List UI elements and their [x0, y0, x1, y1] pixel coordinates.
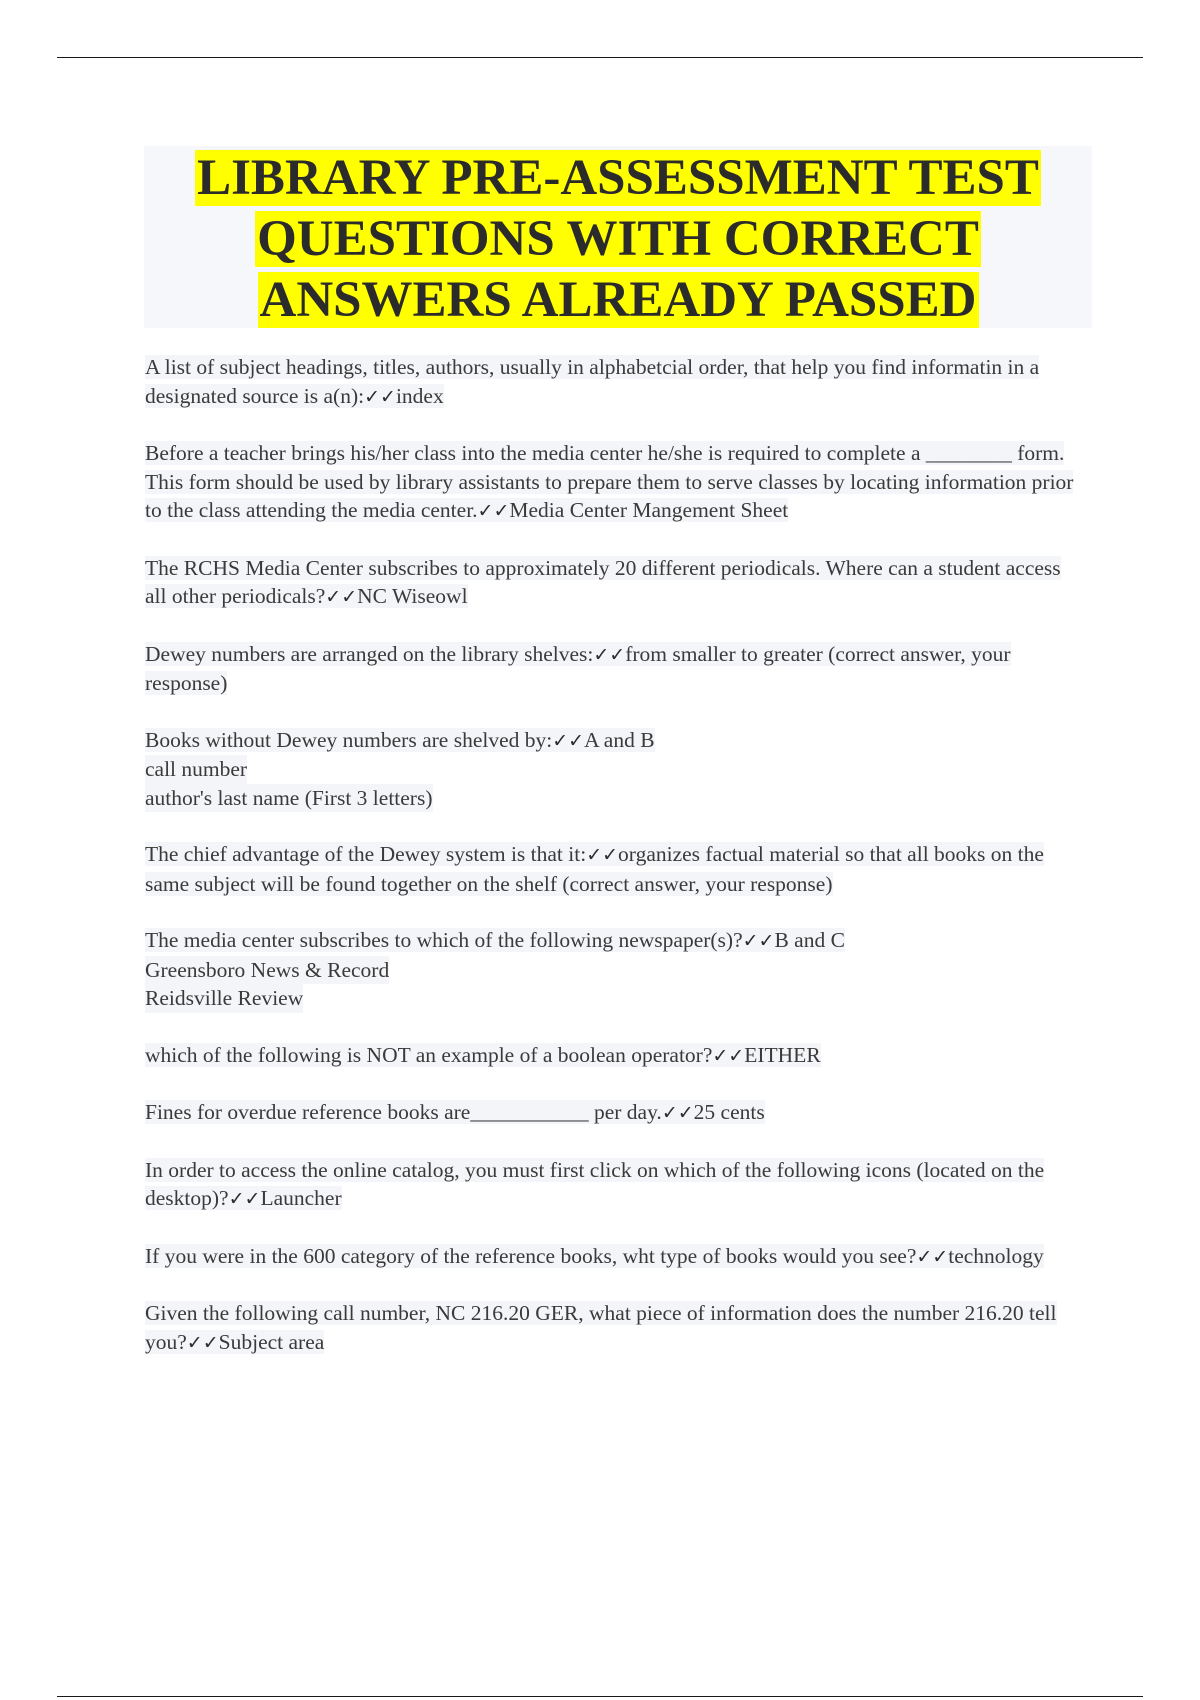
- bottom-rule: [57, 1696, 1143, 1697]
- answer-text: NC Wiseowl: [357, 584, 468, 608]
- qa-item: [145, 1041, 1080, 1071]
- qa-line: [145, 1100, 765, 1124]
- qa-item: [145, 1098, 1080, 1128]
- qa-line: [145, 556, 1061, 609]
- question-text: Dewey numbers are arranged on the library shelves:: [145, 641, 594, 666]
- qa-item: [145, 840, 1080, 898]
- title-line-2: QUESTIONS WITH CORRECT: [257, 211, 979, 267]
- check-icon: ✓✓: [916, 1245, 949, 1268]
- answer-text: A and B: [584, 727, 655, 752]
- question-text: Before a teacher brings his/her class into the media center he/she is required to complete a ________ form. This form should be used by library assistants to prepare them to serve classes by locating information prior to the class attending the media center.: [145, 441, 1074, 522]
- question-text: If you were in the 600 category of the reference books, wht type of books would you see?: [145, 1243, 917, 1268]
- answer-text: index: [395, 383, 444, 408]
- qa-item: [145, 1156, 1080, 1214]
- check-icon: ✓✓: [325, 586, 358, 608]
- top-rule: [57, 57, 1143, 58]
- question-text: which of the following is NOT an example of a boolean operator?: [145, 1042, 713, 1067]
- qa-line: [145, 1244, 1044, 1268]
- answer-text: Media Center Mangement Sheet: [509, 498, 789, 522]
- answer-text: EITHER: [744, 1042, 821, 1067]
- qa-line: [145, 355, 1039, 408]
- qa-line: [145, 928, 845, 952]
- check-icon: ✓✓: [364, 385, 396, 408]
- question-text: The media center subscribes to which of the following newspaper(s)?: [145, 928, 743, 952]
- qa-item: [145, 1242, 1080, 1272]
- answer-option: call number: [145, 755, 247, 784]
- qa-item: [145, 726, 1080, 813]
- check-icon: ✓✓: [552, 729, 585, 752]
- question-text: In order to access the online catalog, you must first click on which of the following icons (located on the desktop)?: [145, 1157, 1045, 1210]
- check-icon: ✓✓: [477, 500, 510, 522]
- qa-list: [145, 353, 1080, 1385]
- title-line-1: LIBRARY PRE-ASSESSMENT TEST: [197, 150, 1039, 206]
- question-text: Given the following call number, NC 216.20 GER, what piece of information does the number 216.20 tell you?: [145, 1301, 1057, 1354]
- title-block: [144, 146, 1092, 328]
- qa-line: [145, 441, 1073, 522]
- answer-option: Reidsville Review: [145, 984, 303, 1013]
- check-icon: ✓✓: [661, 1102, 694, 1124]
- qa-item: [145, 353, 1080, 411]
- answer-text: technology: [948, 1243, 1044, 1268]
- check-icon: ✓✓: [586, 844, 619, 866]
- qa-line: [145, 1043, 821, 1067]
- qa-item: [145, 554, 1080, 612]
- qa-line: [145, 728, 655, 752]
- question-text: Fines for overdue reference books are___________ per day.: [145, 1100, 662, 1124]
- check-icon: ✓✓: [742, 930, 775, 952]
- qa-item: [145, 1299, 1080, 1357]
- check-icon: ✓✓: [186, 1331, 219, 1354]
- qa-line: [145, 842, 1044, 896]
- document-title: [144, 146, 1092, 331]
- question-text: Books without Dewey numbers are shelved by:: [145, 727, 553, 752]
- qa-item: [145, 926, 1080, 1013]
- answer-text: 25 cents: [693, 1100, 765, 1124]
- check-icon: ✓✓: [712, 1044, 745, 1067]
- question-text: The chief advantage of the Dewey system is that it:: [145, 842, 587, 866]
- check-icon: ✓✓: [593, 643, 626, 666]
- question-text: The RCHS Media Center subscribes to approximately 20 different periodicals. Where can a student access all other periodicals?: [145, 555, 1061, 608]
- answer-text: Subject area: [218, 1329, 325, 1354]
- answer-option: Greensboro News & Record: [145, 956, 389, 985]
- question-text: A list of subject headings, titles, authors, usually in alphabetcial order, that help you find informatin in a designated source is a(n):: [145, 355, 1040, 408]
- answer-text: organizes factual material so that all books on the same subject will be found together on the shelf (correct answer, your response): [145, 842, 1044, 896]
- qa-line: [145, 1158, 1044, 1211]
- answer-text: from smaller to greater (correct answer, your response): [145, 641, 1011, 695]
- title-line-3: ANSWERS ALREADY PASSED: [259, 272, 977, 328]
- qa-line: [145, 642, 1011, 696]
- qa-line: [145, 1301, 1057, 1354]
- answer-text: Launcher: [260, 1186, 342, 1210]
- check-icon: ✓✓: [228, 1188, 261, 1210]
- qa-item: [145, 640, 1080, 698]
- answer-option: author's last name (First 3 letters): [145, 784, 433, 813]
- answer-text: B and C: [774, 928, 845, 952]
- qa-item: [145, 439, 1080, 526]
